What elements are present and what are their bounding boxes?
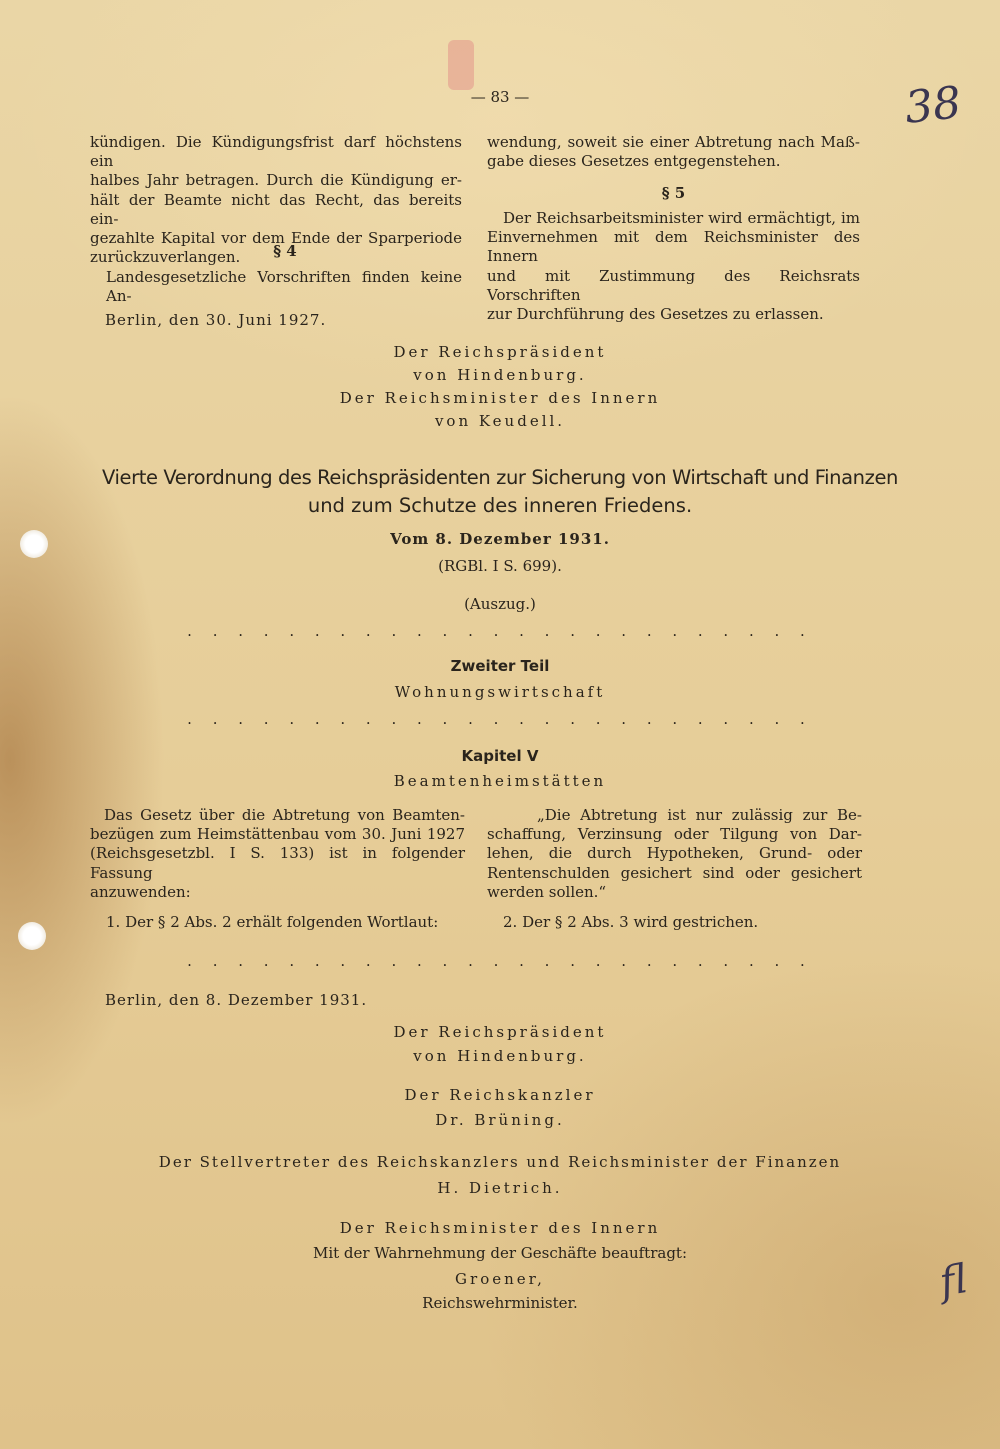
signatory-line: H. Dietrich. bbox=[437, 1179, 563, 1197]
text-line: Einvernehmen mit dem Reichsminister des Innern bbox=[487, 228, 860, 266]
chapter-left-item: 1. Der § 2 Abs. 2 erhält folgenden Wortlaut: bbox=[106, 913, 439, 931]
text-line: und mit Zustimmung des Reichsrats Vorschriften bbox=[487, 266, 860, 304]
text-line: hält der Beamte nicht das Recht, das bereits ein- bbox=[90, 190, 462, 228]
punch-hole-bottom bbox=[18, 922, 46, 950]
place-date-1927: Berlin, den 30. Juni 1927. bbox=[105, 311, 327, 329]
part-subtitle: Wohnungswirtschaft bbox=[394, 683, 606, 701]
ellipsis-divider: . . . . . . . . . . . . . . . . . . . . . . . . . bbox=[187, 710, 813, 728]
text-line: Das Gesetz über die Abtretung von Beamten- bbox=[104, 806, 465, 824]
text-line: gezahlte Kapital vor dem Ende der Sparperiode bbox=[90, 229, 462, 248]
text-line: anzuwenden: bbox=[90, 882, 191, 901]
part-heading: Zweiter Teil bbox=[450, 657, 550, 675]
ellipsis-divider: . . . . . . . . . . . . . . . . . . . . . . . . . bbox=[187, 622, 813, 640]
section-5-heading: § 5 bbox=[661, 184, 686, 202]
text-line: „Die Abtretung ist nur zulässig zur Be- bbox=[537, 806, 862, 824]
page-number: — 83 — bbox=[470, 88, 530, 106]
section-4-heading: § 4 bbox=[273, 242, 297, 260]
place-date-1931: Berlin, den 8. Dezember 1931. bbox=[105, 991, 368, 1009]
signatory-line: von Keudell. bbox=[434, 412, 566, 430]
signatory-line: von Hindenburg. bbox=[413, 366, 587, 384]
text-line: Rentenschulden gesichert sind oder gesichert bbox=[487, 863, 862, 882]
section-5-text bbox=[487, 209, 860, 324]
text-line: schaffung, Verzinsung oder Tilgung von Dar- bbox=[487, 825, 862, 844]
decree-date: Vom 8. Dezember 1931. bbox=[390, 530, 610, 548]
text-line: Landesgesetzliche Vorschriften finden keine An- bbox=[106, 268, 462, 306]
text-line: lehen, die durch Hypotheken, Grund- oder bbox=[487, 844, 862, 863]
chapter-heading: Kapitel V bbox=[461, 747, 539, 765]
signatory-line: von Hindenburg. bbox=[413, 1047, 587, 1065]
text-line: wendung, soweit sie einer Abtretung nach Maß- bbox=[487, 133, 860, 151]
decree-title-line1: Vierte Verordnung des Reichspräsidenten zur Sicherung von Wirtschaft und Finanzen bbox=[101, 466, 899, 489]
right-column-top bbox=[487, 133, 860, 171]
text-line: kündigen. Die Kündigungsfrist darf höchstens ein bbox=[90, 133, 462, 171]
handwritten-initial: fl bbox=[936, 1256, 971, 1306]
text-line: halbes Jahr betragen. Durch die Kündigung er- bbox=[90, 171, 462, 190]
signatory-line: Dr. Brüning. bbox=[435, 1111, 565, 1129]
chapter-subtitle: Beamtenheimstätten bbox=[393, 772, 607, 790]
signatory-line: Reichswehrminister. bbox=[422, 1294, 578, 1312]
signatory-line: Mit der Wahrnehmung der Geschäfte beauftragt: bbox=[312, 1244, 688, 1262]
signatory-line: Der Reichspräsident bbox=[393, 343, 607, 361]
text-line: zurückzuverlangen. bbox=[90, 248, 241, 267]
signatory-line: Der Reichskanzler bbox=[404, 1086, 596, 1104]
chapter-right-item: 2. Der § 2 Abs. 3 wird gestrichen. bbox=[503, 913, 759, 931]
red-stamp-mark bbox=[448, 40, 474, 90]
text-line: (Reichsgesetzbl. I S. 133) ist in folgender Fassung bbox=[90, 844, 465, 882]
handwritten-folio: 38 bbox=[902, 77, 964, 134]
text-line: bezügen zum Heimstättenbau vom 30. Juni 1927 bbox=[90, 825, 465, 844]
decree-reference: (RGBl. I S. 699). bbox=[438, 557, 562, 575]
text-line: werden sollen.“ bbox=[487, 882, 607, 901]
chapter-right-column bbox=[487, 806, 862, 902]
chapter-left-column bbox=[90, 806, 465, 902]
signatory-line: Der Reichspräsident bbox=[393, 1023, 607, 1041]
section-4-text bbox=[106, 268, 462, 306]
signatory-line: Der Stellvertreter des Reichskanzlers und Reichsminister der Finanzen bbox=[158, 1153, 842, 1171]
signatory-line: Der Reichsminister des Innern bbox=[339, 1219, 661, 1237]
signatory-line: Groener, bbox=[455, 1270, 545, 1288]
signatory-line: Der Reichsminister des Innern bbox=[339, 389, 661, 407]
text-line: gabe dieses Gesetzes entgegenstehen. bbox=[487, 152, 781, 171]
decree-note: (Auszug.) bbox=[464, 595, 536, 613]
ellipsis-divider: . . . . . . . . . . . . . . . . . . . . . . . . . bbox=[187, 952, 813, 970]
text-line: zur Durchführung des Gesetzes zu erlassen. bbox=[487, 305, 824, 324]
text-line: Der Reichsarbeitsminister wird ermächtigt, im bbox=[503, 209, 860, 227]
decree-title-line2: und zum Schutze des inneren Friedens. bbox=[307, 494, 693, 517]
